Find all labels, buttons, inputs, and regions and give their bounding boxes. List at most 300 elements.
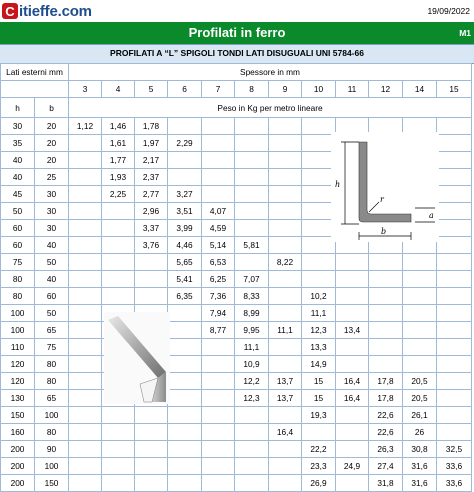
spessore-header: Spessore in mm bbox=[69, 64, 472, 81]
weight-cell bbox=[336, 441, 369, 458]
weight-cell bbox=[336, 288, 369, 305]
b-cell: 25 bbox=[35, 169, 69, 186]
weight-cell: 27,4 bbox=[369, 458, 403, 475]
table-row bbox=[1, 407, 472, 424]
weight-cell bbox=[168, 390, 202, 407]
weight-cell bbox=[135, 424, 168, 441]
weight-cell: 31,6 bbox=[403, 458, 437, 475]
thickness-3: 3 bbox=[69, 81, 102, 98]
weight-cell bbox=[102, 237, 135, 254]
b-header: b bbox=[35, 98, 69, 118]
weight-cell bbox=[168, 356, 202, 373]
weight-cell bbox=[102, 424, 135, 441]
thickness-8: 8 bbox=[235, 81, 269, 98]
weight-cell: 5,41 bbox=[168, 271, 202, 288]
weight-cell bbox=[235, 254, 269, 271]
weight-cell bbox=[69, 237, 102, 254]
b-cell: 30 bbox=[35, 220, 69, 237]
weight-cell bbox=[269, 118, 302, 135]
h-cell: 75 bbox=[1, 254, 35, 271]
h-header: h bbox=[1, 98, 35, 118]
weight-cell bbox=[403, 271, 437, 288]
lati-esterni-header: Lati esterni mm bbox=[1, 64, 69, 81]
weight-cell bbox=[135, 288, 168, 305]
weight-cell bbox=[69, 407, 102, 424]
weight-cell: 9,95 bbox=[235, 322, 269, 339]
weight-cell bbox=[369, 288, 403, 305]
thickness-6: 6 bbox=[168, 81, 202, 98]
table-row bbox=[1, 305, 472, 322]
weight-cell bbox=[403, 288, 437, 305]
b-cell: 60 bbox=[35, 288, 69, 305]
weight-cell: 5,65 bbox=[168, 254, 202, 271]
weight-cell bbox=[235, 407, 269, 424]
weight-cell bbox=[235, 135, 269, 152]
weight-cell: 6,35 bbox=[168, 288, 202, 305]
b-cell: 50 bbox=[35, 254, 69, 271]
weight-cell: 8,33 bbox=[235, 288, 269, 305]
weight-cell bbox=[235, 220, 269, 237]
weight-cell: 10,9 bbox=[235, 356, 269, 373]
weight-cell: 8,77 bbox=[202, 322, 235, 339]
weight-cell bbox=[269, 441, 302, 458]
weight-cell: 3,51 bbox=[168, 203, 202, 220]
weight-cell bbox=[135, 254, 168, 271]
weight-cell bbox=[102, 407, 135, 424]
thickness-15: 15 bbox=[437, 81, 472, 98]
b-cell: 75 bbox=[35, 339, 69, 356]
weight-cell bbox=[336, 305, 369, 322]
weight-cell bbox=[437, 373, 472, 390]
weight-cell bbox=[202, 458, 235, 475]
weight-cell bbox=[269, 237, 302, 254]
h-cell: 120 bbox=[1, 373, 35, 390]
weight-cell bbox=[437, 152, 472, 169]
weight-cell bbox=[69, 339, 102, 356]
h-cell: 160 bbox=[1, 424, 35, 441]
weight-cell: 8,22 bbox=[269, 254, 302, 271]
weight-cell: 5,14 bbox=[202, 237, 235, 254]
weight-cell bbox=[102, 271, 135, 288]
weight-cell bbox=[336, 424, 369, 441]
weight-cell bbox=[168, 152, 202, 169]
weight-cell: 26,3 bbox=[369, 441, 403, 458]
weight-cell bbox=[69, 390, 102, 407]
weight-cell: 31,6 bbox=[403, 475, 437, 492]
weight-cell: 32,5 bbox=[437, 441, 472, 458]
weight-cell bbox=[437, 118, 472, 135]
subtitle-bar bbox=[0, 44, 474, 64]
weight-cell: 22,6 bbox=[369, 407, 403, 424]
weight-cell bbox=[135, 475, 168, 492]
weight-cell bbox=[168, 458, 202, 475]
h-cell: 60 bbox=[1, 237, 35, 254]
weight-cell bbox=[168, 407, 202, 424]
weight-cell bbox=[269, 271, 302, 288]
weight-cell: 1,77 bbox=[102, 152, 135, 169]
weight-cell bbox=[168, 118, 202, 135]
b-cell: 65 bbox=[35, 322, 69, 339]
weight-cell: 8,99 bbox=[235, 305, 269, 322]
angle-photo-drawing bbox=[104, 312, 170, 404]
thickness-4: 4 bbox=[102, 81, 135, 98]
weight-cell: 12,3 bbox=[235, 390, 269, 407]
weight-cell bbox=[235, 458, 269, 475]
b-label: b bbox=[381, 227, 387, 236]
weight-cell bbox=[269, 288, 302, 305]
weight-cell bbox=[69, 220, 102, 237]
h-cell: 120 bbox=[1, 356, 35, 373]
weight-cell bbox=[235, 424, 269, 441]
weight-cell: 10,2 bbox=[302, 288, 336, 305]
table-row bbox=[1, 390, 472, 407]
weight-cell bbox=[437, 424, 472, 441]
weight-cell bbox=[437, 339, 472, 356]
thickness-9: 9 bbox=[269, 81, 302, 98]
weight-cell bbox=[135, 441, 168, 458]
weight-cell: 2,29 bbox=[168, 135, 202, 152]
weight-cell: 2,37 bbox=[135, 169, 168, 186]
weight-cell: 31,8 bbox=[369, 475, 403, 492]
weight-cell: 12,3 bbox=[302, 322, 336, 339]
weight-cell bbox=[437, 135, 472, 152]
weight-cell: 26 bbox=[403, 424, 437, 441]
b-cell: 90 bbox=[35, 441, 69, 458]
h-cell: 40 bbox=[1, 152, 35, 169]
weight-cell bbox=[269, 203, 302, 220]
weight-cell bbox=[168, 424, 202, 441]
b-cell: 30 bbox=[35, 186, 69, 203]
weight-cell bbox=[403, 339, 437, 356]
weight-cell bbox=[437, 356, 472, 373]
weight-cell bbox=[302, 271, 336, 288]
weight-cell bbox=[202, 424, 235, 441]
h-cell: 200 bbox=[1, 475, 35, 492]
table-row bbox=[1, 475, 472, 492]
weight-cell bbox=[168, 475, 202, 492]
weight-cell: 11,1 bbox=[269, 322, 302, 339]
weight-cell: 3,99 bbox=[168, 220, 202, 237]
weight-cell: 16,4 bbox=[269, 424, 302, 441]
weight-cell bbox=[69, 271, 102, 288]
weight-cell bbox=[235, 169, 269, 186]
thickness-10: 10 bbox=[302, 81, 336, 98]
thickness-14: 14 bbox=[403, 81, 437, 98]
weight-cell bbox=[437, 186, 472, 203]
weight-cell bbox=[69, 475, 102, 492]
b-cell: 80 bbox=[35, 424, 69, 441]
weight-cell bbox=[437, 271, 472, 288]
weight-cell bbox=[369, 305, 403, 322]
b-cell: 20 bbox=[35, 152, 69, 169]
weight-cell: 3,37 bbox=[135, 220, 168, 237]
weight-cell bbox=[437, 390, 472, 407]
weight-cell bbox=[302, 254, 336, 271]
weight-cell bbox=[202, 186, 235, 203]
weight-cell: 11,1 bbox=[235, 339, 269, 356]
b-cell: 150 bbox=[35, 475, 69, 492]
weight-cell bbox=[102, 441, 135, 458]
weight-cell bbox=[235, 186, 269, 203]
weight-cell: 1,97 bbox=[135, 135, 168, 152]
weight-cell: 2,25 bbox=[102, 186, 135, 203]
weight-cell bbox=[336, 339, 369, 356]
weight-cell bbox=[202, 135, 235, 152]
weight-cell bbox=[269, 475, 302, 492]
weight-cell: 16,4 bbox=[336, 373, 369, 390]
weight-cell: 13,3 bbox=[302, 339, 336, 356]
weight-cell: 14,9 bbox=[302, 356, 336, 373]
weight-cell bbox=[437, 407, 472, 424]
b-cell: 65 bbox=[35, 390, 69, 407]
b-cell: 30 bbox=[35, 203, 69, 220]
h-cell: 30 bbox=[1, 118, 35, 135]
weight-cell bbox=[269, 186, 302, 203]
weight-cell bbox=[437, 237, 472, 254]
weight-cell bbox=[168, 305, 202, 322]
weight-cell bbox=[69, 322, 102, 339]
table-row bbox=[1, 373, 472, 390]
weight-cell bbox=[102, 254, 135, 271]
weight-cell bbox=[202, 475, 235, 492]
b-cell: 20 bbox=[35, 135, 69, 152]
thickness-12: 12 bbox=[369, 81, 403, 98]
weight-cell bbox=[69, 186, 102, 203]
weight-cell bbox=[69, 254, 102, 271]
weight-cell bbox=[437, 203, 472, 220]
h-cell: 50 bbox=[1, 203, 35, 220]
page-title: Profilati in ferro bbox=[188, 25, 286, 40]
weight-cell bbox=[135, 458, 168, 475]
table-row bbox=[1, 271, 472, 288]
weight-cell bbox=[403, 322, 437, 339]
b-cell: 80 bbox=[35, 356, 69, 373]
weight-cell: 30,8 bbox=[403, 441, 437, 458]
weight-cell bbox=[269, 152, 302, 169]
weight-cell bbox=[403, 254, 437, 271]
weight-cell bbox=[202, 118, 235, 135]
weight-cell bbox=[69, 373, 102, 390]
weight-cell bbox=[369, 339, 403, 356]
weight-cell bbox=[135, 407, 168, 424]
weight-cell bbox=[69, 169, 102, 186]
thickness-11: 11 bbox=[336, 81, 369, 98]
thickness-5: 5 bbox=[135, 81, 168, 98]
weight-cell: 15 bbox=[302, 390, 336, 407]
b-cell: 100 bbox=[35, 458, 69, 475]
weight-cell: 2,77 bbox=[135, 186, 168, 203]
weight-cell bbox=[235, 441, 269, 458]
weight-cell bbox=[269, 407, 302, 424]
weight-cell: 6,53 bbox=[202, 254, 235, 271]
b-cell: 100 bbox=[35, 407, 69, 424]
weight-cell: 24,9 bbox=[336, 458, 369, 475]
weight-cell bbox=[336, 407, 369, 424]
weight-cell bbox=[69, 288, 102, 305]
peso-header: Peso in Kg per metro lineare bbox=[69, 98, 472, 118]
weight-cell bbox=[202, 441, 235, 458]
weight-cell: 1,46 bbox=[102, 118, 135, 135]
weight-cell bbox=[437, 220, 472, 237]
weight-cell: 16,4 bbox=[336, 390, 369, 407]
b-cell: 80 bbox=[35, 373, 69, 390]
weight-cell bbox=[403, 305, 437, 322]
weight-cell: 22,2 bbox=[302, 441, 336, 458]
h-cell: 60 bbox=[1, 220, 35, 237]
weight-cell bbox=[269, 458, 302, 475]
h-cell: 130 bbox=[1, 390, 35, 407]
sheet-code: M1 bbox=[459, 28, 471, 38]
weight-cell bbox=[202, 390, 235, 407]
h-cell: 150 bbox=[1, 407, 35, 424]
table-row bbox=[1, 356, 472, 373]
weight-cell bbox=[168, 441, 202, 458]
h-cell: 45 bbox=[1, 186, 35, 203]
a-label: a bbox=[429, 211, 434, 220]
weight-cell bbox=[168, 322, 202, 339]
table-row bbox=[1, 339, 472, 356]
weight-cell bbox=[202, 152, 235, 169]
angle-section-drawing bbox=[331, 132, 439, 242]
b-cell: 20 bbox=[35, 118, 69, 135]
h-cell: 100 bbox=[1, 305, 35, 322]
weight-cell bbox=[437, 254, 472, 271]
b-cell: 40 bbox=[35, 271, 69, 288]
weight-cell: 5,81 bbox=[235, 237, 269, 254]
weight-cell: 1,78 bbox=[135, 118, 168, 135]
weight-cell bbox=[135, 271, 168, 288]
weight-cell bbox=[102, 203, 135, 220]
weight-cell bbox=[336, 356, 369, 373]
weight-cell: 4,46 bbox=[168, 237, 202, 254]
weight-cell bbox=[336, 475, 369, 492]
weight-cell bbox=[437, 305, 472, 322]
weight-cell: 20,5 bbox=[403, 373, 437, 390]
weight-table bbox=[0, 63, 472, 492]
logo[interactable] bbox=[2, 2, 92, 20]
weight-cell bbox=[69, 305, 102, 322]
h-cell: 100 bbox=[1, 322, 35, 339]
weight-cell bbox=[168, 339, 202, 356]
weight-cell bbox=[202, 356, 235, 373]
h-cell: 40 bbox=[1, 169, 35, 186]
weight-cell bbox=[202, 373, 235, 390]
b-cell: 40 bbox=[35, 237, 69, 254]
weight-cell bbox=[102, 458, 135, 475]
weight-cell bbox=[102, 475, 135, 492]
weight-cell: 6,25 bbox=[202, 271, 235, 288]
table-row bbox=[1, 424, 472, 441]
weight-cell bbox=[369, 271, 403, 288]
weight-cell: 33,6 bbox=[437, 458, 472, 475]
weight-cell: 7,07 bbox=[235, 271, 269, 288]
weight-cell bbox=[369, 356, 403, 373]
r-label: r bbox=[380, 195, 384, 204]
weight-cell bbox=[269, 305, 302, 322]
logo-mark: C bbox=[2, 3, 18, 19]
weight-cell bbox=[235, 152, 269, 169]
weight-cell bbox=[369, 322, 403, 339]
weight-cell: 1,61 bbox=[102, 135, 135, 152]
weight-cell: 1,93 bbox=[102, 169, 135, 186]
date: 19/09/2022 bbox=[427, 6, 470, 16]
angle-section-shape bbox=[359, 142, 411, 222]
h-cell: 200 bbox=[1, 458, 35, 475]
h-cell: 110 bbox=[1, 339, 35, 356]
weight-cell bbox=[437, 288, 472, 305]
weight-cell: 33,6 bbox=[437, 475, 472, 492]
weight-cell bbox=[269, 135, 302, 152]
weight-cell bbox=[202, 407, 235, 424]
h-cell: 80 bbox=[1, 288, 35, 305]
table-row bbox=[1, 322, 472, 339]
weight-cell bbox=[102, 220, 135, 237]
h-cell: 80 bbox=[1, 271, 35, 288]
weight-cell bbox=[437, 322, 472, 339]
weight-cell: 13,7 bbox=[269, 373, 302, 390]
table-row bbox=[1, 441, 472, 458]
weight-cell: 20,5 bbox=[403, 390, 437, 407]
top-bar bbox=[0, 0, 474, 22]
weight-cell: 22,6 bbox=[369, 424, 403, 441]
weight-cell bbox=[369, 254, 403, 271]
weight-cell bbox=[69, 356, 102, 373]
weight-cell: 7,36 bbox=[202, 288, 235, 305]
weight-cell: 4,07 bbox=[202, 203, 235, 220]
weight-cell bbox=[269, 220, 302, 237]
weight-cell: 2,17 bbox=[135, 152, 168, 169]
weight-cell: 13,7 bbox=[269, 390, 302, 407]
weight-cell bbox=[269, 356, 302, 373]
h-cell: 200 bbox=[1, 441, 35, 458]
weight-cell bbox=[437, 169, 472, 186]
weight-cell bbox=[69, 135, 102, 152]
weight-cell bbox=[302, 424, 336, 441]
table-subtitle: PROFILATI A “L” SPIGOLI TONDI LATI DISUGUALI UNI 5784-66 bbox=[110, 48, 364, 58]
title-banner bbox=[0, 22, 474, 44]
blank-header-cell bbox=[1, 81, 69, 98]
table-row bbox=[1, 254, 472, 271]
weight-cell bbox=[168, 373, 202, 390]
weight-cell bbox=[69, 458, 102, 475]
weight-cell: 15 bbox=[302, 373, 336, 390]
weight-cell: 26,9 bbox=[302, 475, 336, 492]
l-profile-diagram bbox=[331, 132, 439, 242]
weight-cell bbox=[403, 356, 437, 373]
h-cell: 35 bbox=[1, 135, 35, 152]
weight-cell bbox=[202, 339, 235, 356]
weight-cell bbox=[235, 203, 269, 220]
weight-cell: 7,94 bbox=[202, 305, 235, 322]
weight-cell: 11,1 bbox=[302, 305, 336, 322]
weight-cell: 19,3 bbox=[302, 407, 336, 424]
weight-cell bbox=[102, 288, 135, 305]
weight-cell: 3,27 bbox=[168, 186, 202, 203]
table-row bbox=[1, 458, 472, 475]
weight-cell bbox=[235, 475, 269, 492]
weight-cell bbox=[336, 271, 369, 288]
weight-cell bbox=[269, 339, 302, 356]
weight-cell: 17,8 bbox=[369, 390, 403, 407]
b-cell: 50 bbox=[35, 305, 69, 322]
weight-cell bbox=[168, 169, 202, 186]
weight-cell: 1,12 bbox=[69, 118, 102, 135]
h-label: h bbox=[335, 180, 341, 189]
weight-cell: 2,96 bbox=[135, 203, 168, 220]
weight-cell: 17,8 bbox=[369, 373, 403, 390]
weight-cell bbox=[269, 169, 302, 186]
logo-text: itieffe.com bbox=[19, 2, 92, 20]
